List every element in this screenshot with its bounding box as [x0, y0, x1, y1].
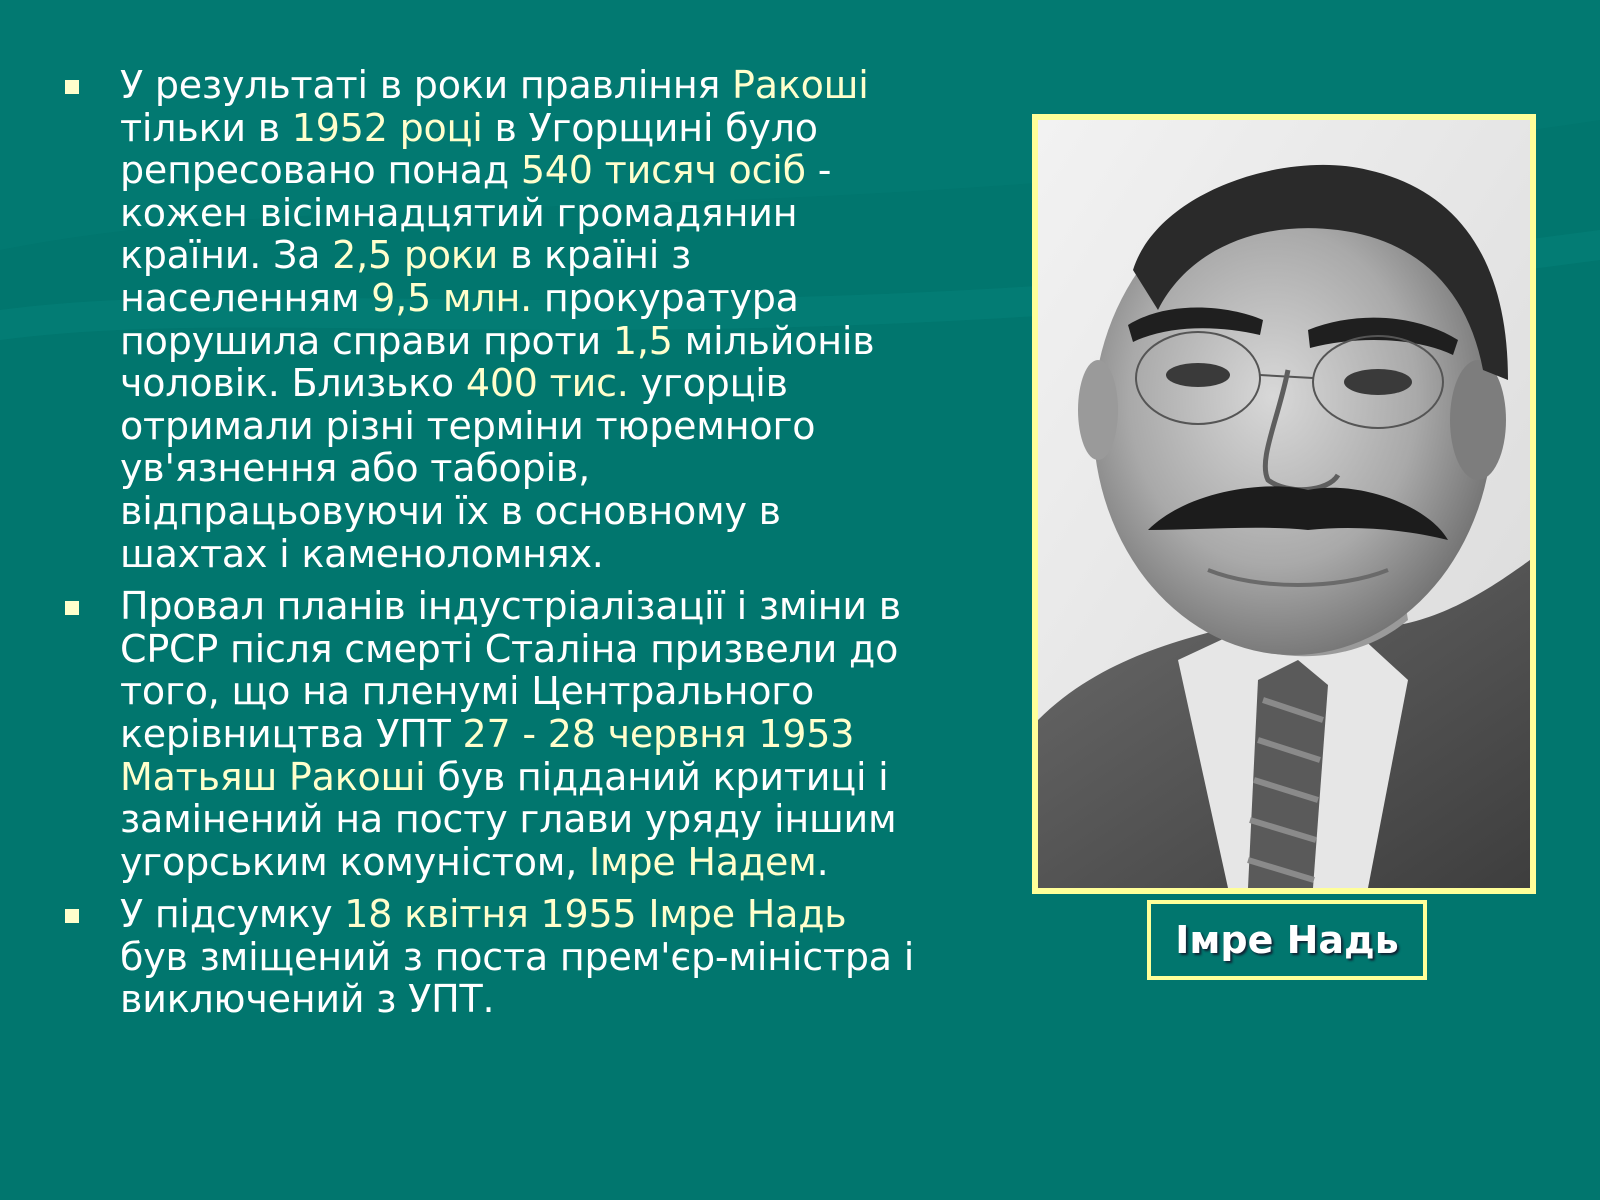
bullet-item-3: [60, 893, 920, 1021]
body-text: в Угорщині було репресовано понад: [120, 105, 818, 193]
highlighted-text: Імре Надем: [588, 839, 817, 884]
bullet-list: [60, 64, 920, 1031]
bullet-square-icon: [65, 909, 79, 923]
body-text: - кожен вісімнадцятий громадянин країни. За: [120, 148, 832, 278]
highlighted-text: 540 тисяч осіб: [520, 148, 806, 193]
portrait-caption: Імре Надь: [1147, 900, 1427, 980]
body-text: тільки в: [120, 105, 292, 150]
bullet-item-2: [60, 585, 920, 883]
highlighted-text: 2,5 роки: [332, 233, 499, 278]
highlighted-text: Ракоші: [732, 63, 869, 107]
bullet-item-1: [60, 64, 920, 575]
body-text: Провал планів індустріалізації і зміни в СРСР після смерті Сталіна призвели до того, що на пленумі Центрального керівництва УПТ: [120, 584, 901, 756]
highlighted-text: 27 - 28 червня 1953 Матьяш Ракоші: [120, 711, 855, 799]
portrait-photo: [1038, 120, 1530, 888]
highlighted-text: 1952 році: [291, 105, 483, 150]
bullet-text-1: [120, 63, 874, 576]
highlighted-text: 1,5: [612, 318, 673, 363]
portrait-frame: [1032, 114, 1536, 894]
body-text: був підданий критиці і замінений на посту глави уряду іншим угорським комуністом,: [120, 754, 897, 884]
body-text: У результаті в роки правління: [120, 63, 733, 107]
body-text: У підсумку: [120, 892, 345, 937]
body-text: .: [816, 839, 829, 884]
highlighted-text: 18 квітня 1955 Імре Надь: [344, 892, 847, 937]
bullet-square-icon: [65, 80, 79, 94]
highlighted-text: 400 тис.: [465, 361, 629, 406]
body-text: прокуратура порушила справи проти: [120, 275, 799, 363]
bullet-text-2: [120, 584, 901, 884]
highlighted-text: 9,5 млн.: [371, 275, 532, 320]
body-text: мільйонів чоловік. Близько: [120, 318, 875, 406]
body-text: угорців отримали різні терміни тюремного ув'язнення або таборів, відпрацьовуючи їх в основному в шахтах і каменоломнях.: [120, 361, 816, 576]
body-text: в країні з населенням: [120, 233, 692, 320]
bullet-text-3: [120, 892, 914, 1021]
body-text: був зміщений з поста прем'єр-міністра і виключений з УПТ.: [120, 934, 915, 1022]
bullet-square-icon: [65, 601, 79, 615]
